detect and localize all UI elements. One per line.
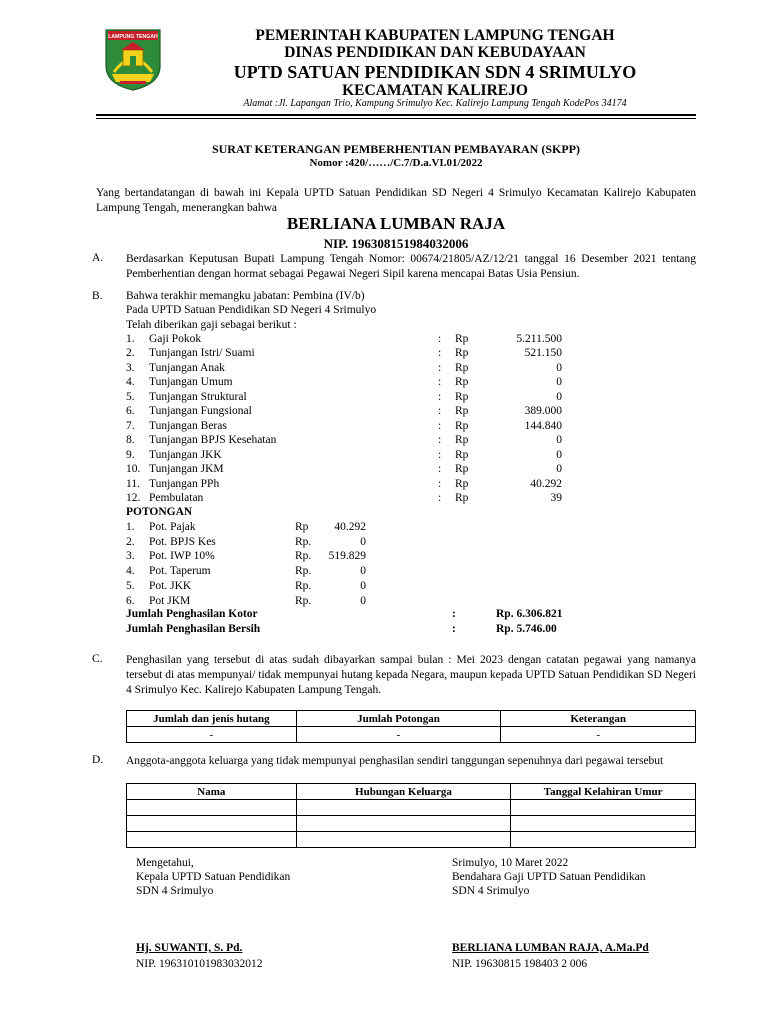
total-value: Rp. 5.746.00 [496, 623, 557, 635]
income-row-label: Tunjangan Struktural [149, 390, 247, 403]
income-row-label: Tunjangan Fungsional [149, 405, 252, 418]
income-row-colon: : [438, 376, 442, 389]
debt-table-header-cell: Jumlah dan jenis hutang [127, 711, 297, 727]
debt-table-cell: - [501, 727, 696, 743]
signature-left-nip: NIP. 196310101983032012 [136, 958, 263, 970]
family-table-cell [127, 832, 297, 848]
document-number: Nomor :420/……/C.7/D.a.VI.01/2022 [309, 157, 483, 169]
deduction-row-value: 0 [360, 535, 366, 548]
income-row-colon: : [438, 477, 442, 490]
deduction-row-number: 3. [126, 550, 135, 563]
income-row-label: Tunjangan Istri/ Suami [149, 347, 255, 360]
deduction-row-number: 1. [126, 521, 135, 533]
signature-left-line1: Mengetahui, [136, 857, 194, 869]
income-row-colon: : [438, 448, 442, 461]
deduction-row-label: Pot. Taperum [149, 565, 211, 578]
deduction-row-value: 519.829 [328, 550, 366, 563]
deduction-row-number: 6. [126, 594, 135, 607]
header-government: PEMERINTAH KABUPATEN LAMPUNG TENGAH [255, 27, 615, 44]
total-label: Jumlah Penghasilan Bersih [126, 623, 261, 635]
income-row-value: 0 [556, 376, 562, 389]
section-b-letter: B. [92, 290, 103, 302]
family-table-header-cell: Tanggal Kelahiran Umur [511, 784, 696, 800]
section-c-text: Penghasilan yang tersebut di atas sudah dibayarkan sampai bulan : Mei 2023 dengan catatan pegawai yang namanya tersebut di atas mempunyai/ tidak mempunyai hutang kepada Negara, maupun kepada UPTD Satuan Pendidikan SD Negeri 4 Srimulyo Kec. Kalirejo Kabupaten Lampung Tengah. [126, 654, 696, 696]
deduction-row-currency: Rp. [295, 535, 312, 548]
income-row-currency: Rp [455, 333, 469, 345]
section-a-letter: A. [92, 252, 104, 264]
deduction-row-currency: Rp. [295, 550, 312, 563]
family-table-cell [296, 832, 511, 848]
income-row-currency: Rp [455, 390, 469, 403]
income-row-label: Tunjangan BPJS Kesehatan [149, 434, 277, 447]
header-address: Alamat :Jl. Lapangan Trio, Kampung Srimulyo Kec. Kalirejo Lampung Tengah KodePos 34174 [243, 98, 627, 109]
income-row-number: 10. [126, 463, 141, 476]
family-table-cell [127, 816, 297, 832]
family-table-row [127, 800, 696, 816]
deduction-row-value: 0 [360, 565, 366, 578]
regency-logo [100, 26, 166, 92]
income-row-currency: Rp [455, 347, 469, 360]
section-d-letter: D. [92, 754, 104, 766]
logo-text: LAMPUNG TENGAH [108, 34, 158, 40]
total-colon: : [452, 623, 456, 635]
deduction-row-number: 5. [126, 579, 135, 592]
income-row-label: Pembulatan [149, 491, 204, 504]
family-table-cell [296, 816, 511, 832]
income-row-currency: Rp [455, 491, 469, 504]
income-row-label: Tunjangan JKK [149, 448, 222, 461]
income-row-number: 1. [126, 333, 135, 345]
family-table-cell [511, 816, 696, 832]
debt-table-cell: - [127, 727, 297, 743]
deduction-row-currency: Rp. [295, 594, 312, 607]
income-row-number: 11. [126, 477, 140, 490]
family-table-cell [127, 800, 297, 816]
family-table-cell [296, 800, 511, 816]
income-row-number: 9. [126, 448, 135, 461]
debt-table-row [127, 727, 696, 743]
income-row-label: Tunjangan Anak [149, 361, 225, 374]
income-row-currency: Rp [455, 376, 469, 389]
income-row-label: Tunjangan JKM [149, 463, 224, 476]
signature-left [136, 856, 290, 898]
section-b-salary-intro: Telah diberikan gaji sebagai berikut : [126, 319, 297, 331]
section-b-workplace: Pada UPTD Satuan Pendidikan SD Negeri 4 Srimulyo [126, 304, 377, 316]
income-row-label: Tunjangan Umum [149, 376, 233, 389]
debt-table [126, 710, 696, 743]
deduction-row-label: Pot. BPJS Kes [149, 535, 216, 548]
header-rule-thick [96, 114, 696, 116]
income-row-value: 39 [550, 491, 562, 504]
deduction-row-currency: Rp. [295, 565, 312, 578]
income-row-currency: Rp [455, 477, 469, 490]
debt-table-header-cell: Keterangan [501, 711, 696, 727]
income-row-number: 5. [126, 390, 135, 403]
family-table-row [127, 816, 696, 832]
income-row-value: 389.000 [524, 405, 562, 418]
income-row-number: 2. [126, 347, 135, 360]
signature-left-name: Hj. SUWANTI, S. Pd. [136, 942, 243, 954]
debt-table-header-cell: Jumlah Potongan [296, 711, 501, 727]
income-row-value: 0 [556, 463, 562, 476]
income-row-currency: Rp [455, 463, 469, 476]
total-colon: : [452, 608, 456, 620]
income-row-label: Tunjangan PPh [149, 477, 220, 490]
signature-left-line3: SDN 4 Srimulyo [136, 885, 214, 897]
family-table-cell [511, 800, 696, 816]
signature-right-line1: Srimulyo, 10 Maret 2022 [452, 857, 569, 869]
income-row-colon: : [438, 333, 442, 345]
total-label: Jumlah Penghasilan Kotor [126, 608, 258, 620]
income-row-value: 0 [556, 390, 562, 403]
header-school: UPTD SATUAN PENDIDIKAN SDN 4 SRIMULYO [233, 62, 637, 82]
document-title: SURAT KETERANGAN PEMBERHENTIAN PEMBAYARAN (SKPP) [211, 142, 581, 156]
potongan-title: POTONGAN [126, 506, 193, 518]
income-row-value: 144.840 [524, 419, 562, 432]
income-row-value: 0 [556, 434, 562, 447]
income-row-currency: Rp [455, 434, 469, 447]
income-row-value: 5.211.500 [516, 333, 562, 345]
income-row-value: 0 [556, 361, 562, 374]
income-row-value: 40.292 [530, 477, 562, 490]
section-c-letter: C. [92, 653, 103, 665]
deduction-row-currency: Rp [295, 521, 309, 533]
deduction-row-label: Pot. JKK [149, 579, 192, 592]
header-district: KECAMATAN KALIREJO [342, 82, 528, 99]
income-row-currency: Rp [455, 405, 469, 418]
deduction-row-number: 2. [126, 535, 135, 548]
income-row-colon: : [438, 491, 442, 504]
family-table-row [127, 832, 696, 848]
debt-table-header-row [127, 711, 696, 727]
income-row-colon: : [438, 419, 442, 432]
total-value: Rp. 6.306.821 [496, 608, 563, 620]
deduction-row-currency: Rp. [295, 579, 312, 592]
signature-right-name: BERLIANA LUMBAN RAJA, A.Ma.Pd [452, 942, 649, 954]
deduction-row-label: Pot. Pajak [149, 521, 196, 533]
deduction-row-value: 40.292 [334, 521, 366, 533]
income-row-number: 8. [126, 434, 135, 447]
family-table-header-cell: Nama [127, 784, 297, 800]
income-row-label: Gaji Pokok [149, 333, 202, 345]
income-row-number: 4. [126, 376, 135, 389]
income-row-currency: Rp [455, 361, 469, 374]
income-row-colon: : [438, 361, 442, 374]
income-row-number: 6. [126, 405, 135, 418]
income-row-colon: : [438, 390, 442, 403]
section-b-position: Bahwa terakhir memangku jabatan: Pembina (IV/b) [126, 290, 365, 302]
family-table-header-row [127, 784, 696, 800]
deduction-row-number: 4. [126, 565, 135, 578]
income-row-currency: Rp [455, 448, 469, 461]
income-row-colon: : [438, 405, 442, 418]
deduction-row-value: 0 [360, 594, 366, 607]
income-row-colon: : [438, 434, 442, 447]
employee-name: BERLIANA LUMBAN RAJA [286, 214, 506, 233]
income-row-number: 7. [126, 419, 135, 432]
intro-paragraph: Yang bertandatangan di bawah ini Kepala UPTD Satuan Pendidikan SD Negeri 4 Srimulyo Kecamatan Kalirejo Kabupaten Lampung Tengah, menerangkan bahwa [96, 187, 696, 214]
deduction-row-label: Pot JKM [149, 594, 191, 607]
debt-table-cell: - [296, 727, 501, 743]
section-a-text: Berdasarkan Keputusan Bupati Lampung Tengah Nomor: 00674/21805/AZ/12/21 tanggal 16 Desember 2021 tentang Pemberhentian dengan hormat sebagai Pegawai Negeri Sipil karena mencapai Batas Usia Pensiun. [126, 253, 696, 280]
income-row-number: 12. [126, 491, 141, 504]
section-d-text: Anggota-anggota keluarga yang tidak mempunyai penghasilan sendiri tanggungan sepenuhnya dari pegawai tersebut [126, 755, 664, 767]
income-row-currency: Rp [455, 419, 469, 432]
income-row-value: 521.150 [524, 347, 562, 360]
employee-nip: NIP. 196308151984032006 [323, 236, 469, 251]
signature-right [452, 856, 646, 898]
header-rule-thin [96, 118, 696, 119]
deduction-row-value: 0 [360, 579, 366, 592]
header-department: DINAS PENDIDIKAN DAN KEBUDAYAAN [284, 44, 586, 61]
income-row-colon: : [438, 347, 442, 360]
family-table [126, 783, 696, 848]
deduction-row-label: Pot. IWP 10% [149, 550, 215, 563]
signature-left-line2: Kepala UPTD Satuan Pendidikan [136, 871, 291, 883]
income-row-label: Tunjangan Beras [149, 419, 227, 432]
income-row-number: 3. [126, 361, 135, 374]
family-table-cell [511, 832, 696, 848]
signature-right-line3: SDN 4 Srimulyo [452, 885, 530, 897]
income-row-value: 0 [556, 448, 562, 461]
family-table-header-cell: Hubungan Keluarga [296, 784, 511, 800]
signature-right-nip: NIP. 19630815 198403 2 006 [452, 958, 588, 970]
signature-right-line2: Bendahara Gaji UPTD Satuan Pendidikan [452, 871, 646, 883]
income-row-colon: : [438, 463, 442, 476]
